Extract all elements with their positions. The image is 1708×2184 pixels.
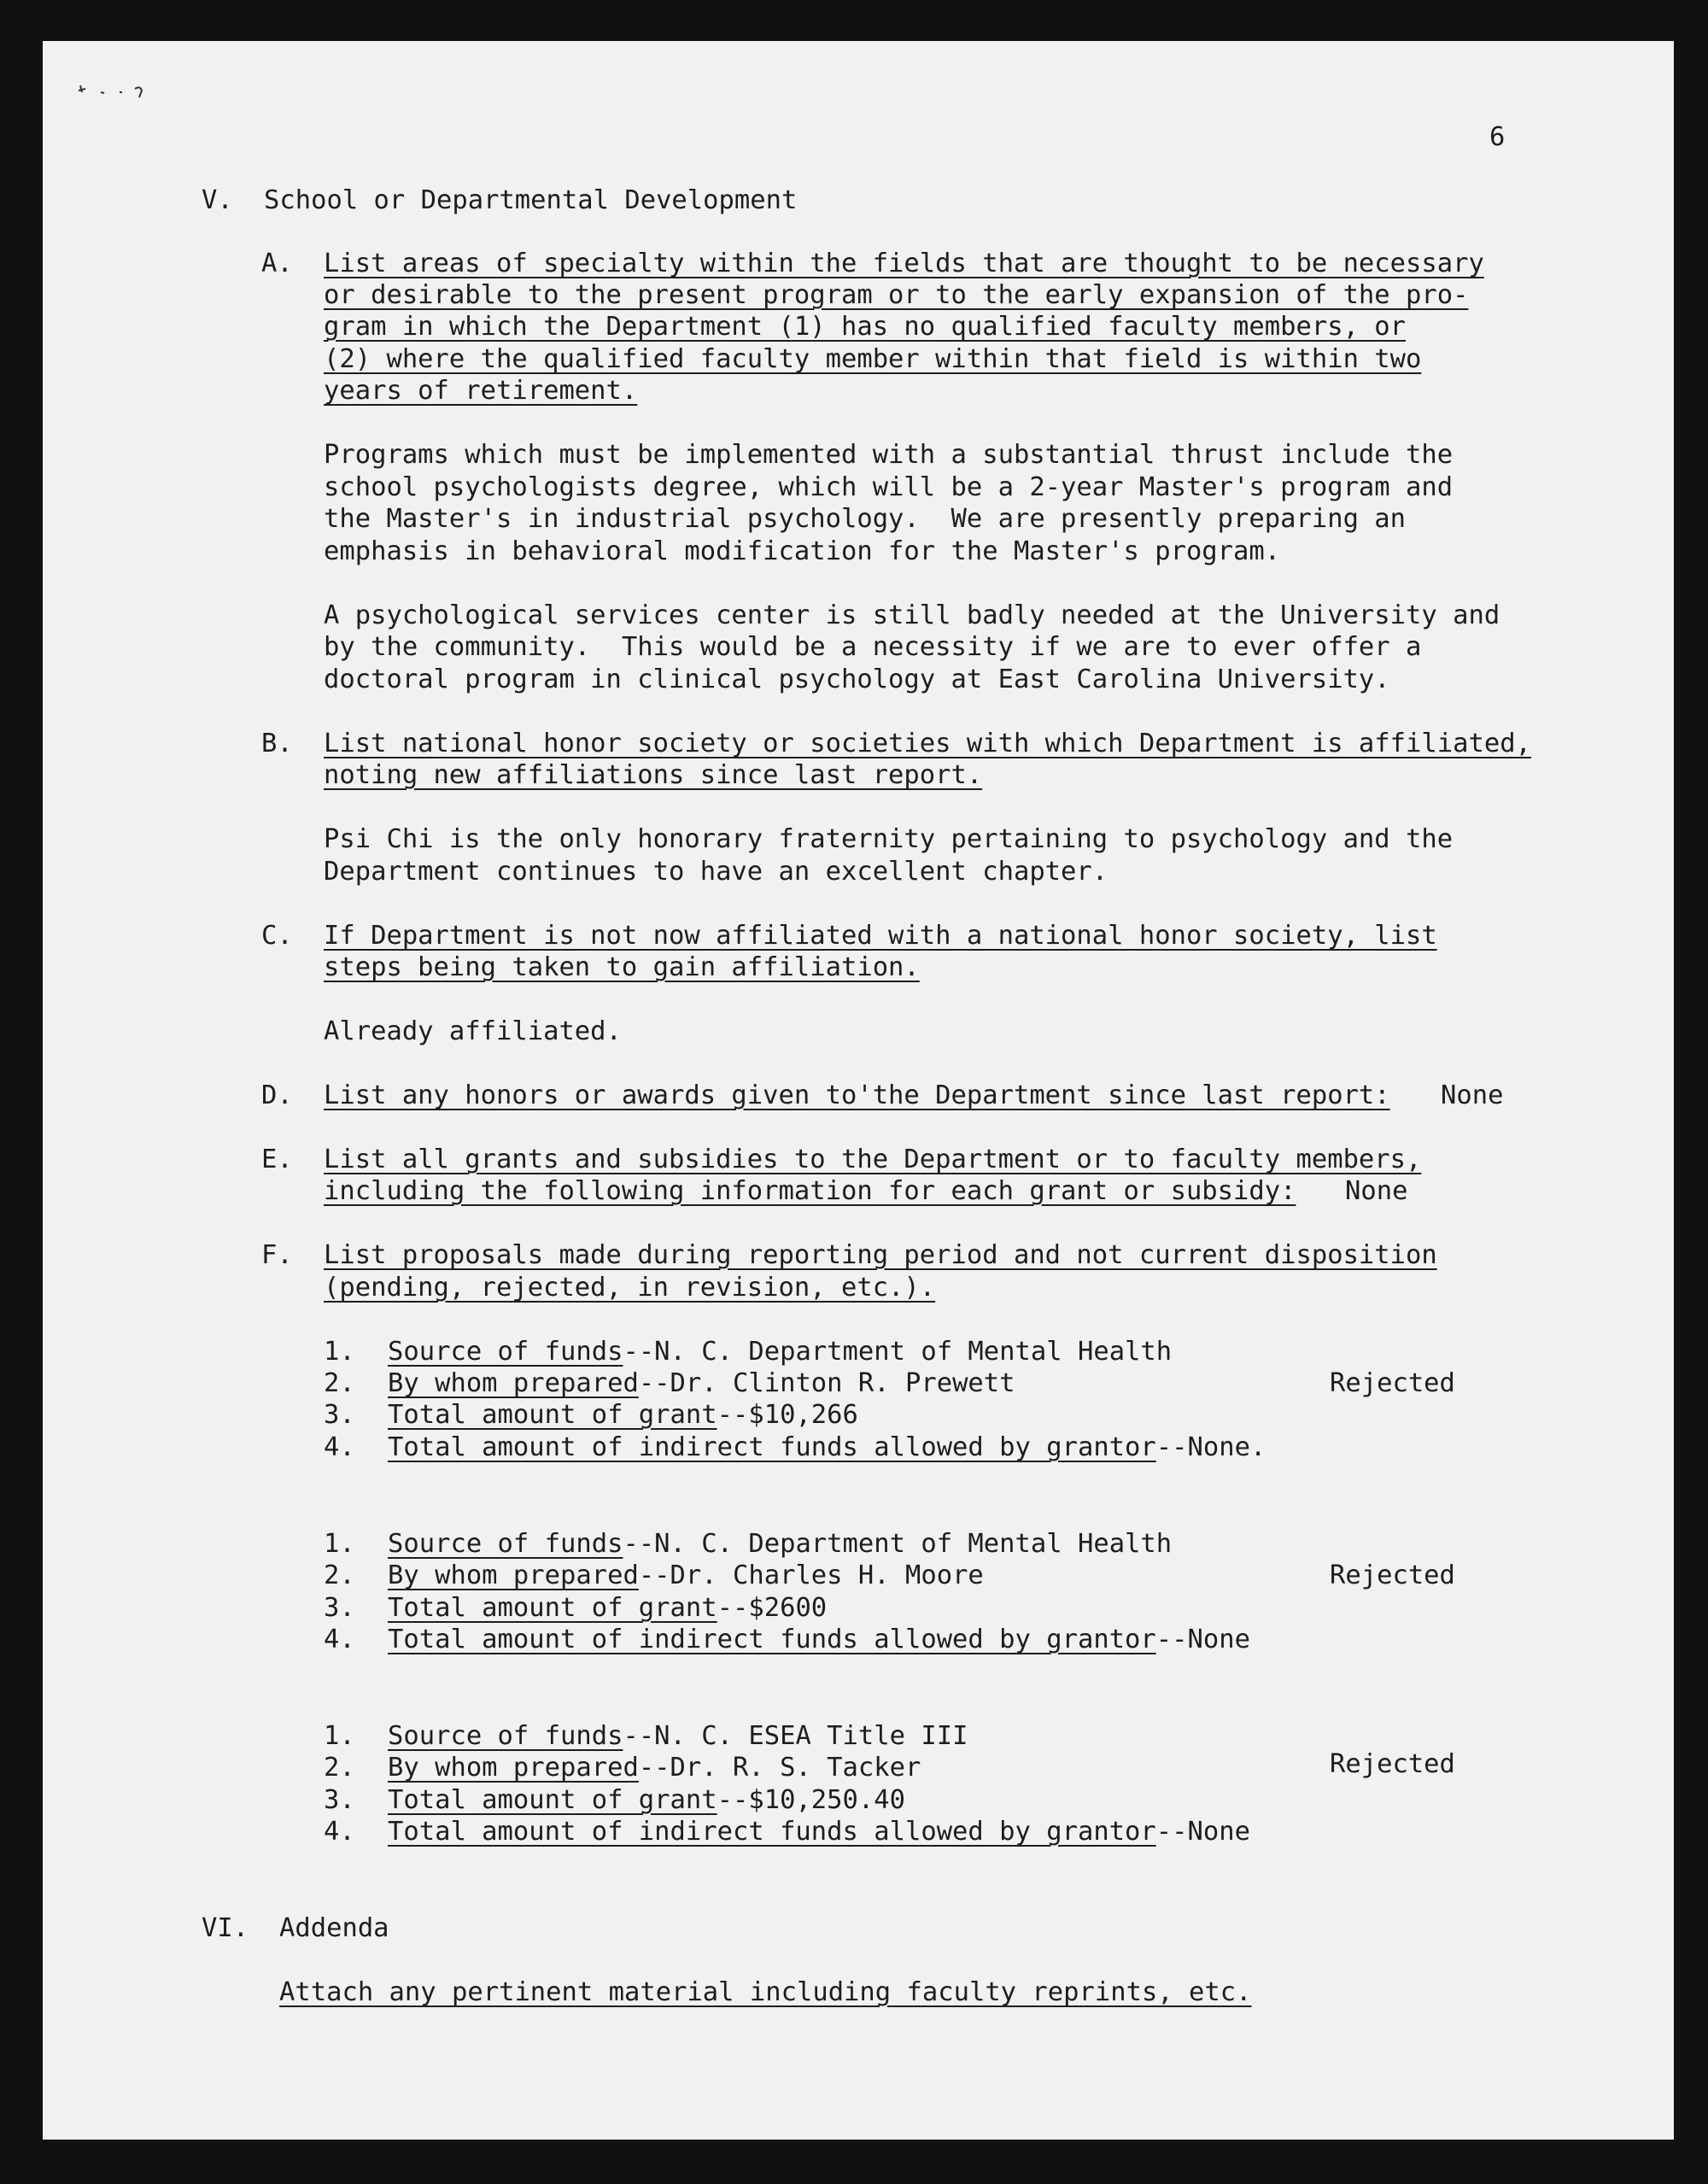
proposal-item-number: 3. — [324, 1400, 355, 1430]
item-f-heading-line: List proposals made during reporting period and not current disposition — [324, 1240, 1437, 1270]
item-a-paragraph1-line: emphasis in behavioral modification for the Master's program. — [324, 536, 1281, 566]
proposal-source-line: Source of funds--N. C. Department of Mental Health — [388, 1337, 1173, 1367]
item-d-heading: List any honors or awards given to'the Department since last report: — [324, 1080, 1390, 1110]
proposal-item-number: 2. — [324, 1753, 355, 1783]
item-a-heading-line: or desirable to the present program or to the early expansion of the pro- — [324, 280, 1469, 310]
item-a-heading-line: List areas of specialty within the fields that are thought to be necessary — [324, 249, 1484, 278]
proposal-item-number: 2. — [324, 1368, 355, 1398]
proposal-total-line: Total amount of grant--$2600 — [388, 1593, 828, 1623]
item-a-paragraph2-line: doctoral program in clinical psychology at East Carolina University. — [324, 665, 1390, 694]
item-e-heading-line: List all grants and subsidies to the Department or to faculty members, — [324, 1145, 1422, 1174]
item-f-heading-line: (pending, rejected, in revision, etc.). — [324, 1273, 936, 1303]
item-a-paragraph1-line: Programs which must be implemented with a substantial thrust include the — [324, 440, 1454, 470]
proposal-preparer-line: By whom prepared--Dr. Charles H. Moore — [388, 1560, 984, 1590]
proposal-source-line: Source of funds--N. C. ESEA Title III — [388, 1721, 968, 1751]
proposal-total-line: Total amount of grant--$10,250.40 — [388, 1785, 905, 1815]
item-b-heading-line: List national honor society or societies with which Department is affiliated, — [324, 729, 1531, 758]
section-vi-title: Addenda — [279, 1913, 389, 1943]
document-page — [43, 41, 1674, 2140]
proposal-preparer-line: By whom prepared--Dr. R. S. Tacker — [388, 1753, 921, 1783]
item-c-letter: C. — [261, 921, 293, 951]
item-b-paragraph-line: Department continues to have an excellent chapter. — [324, 857, 1108, 887]
proposal-item-number: 3. — [324, 1593, 355, 1623]
item-a-paragraph1-line: the Master's in industrial psychology. We are presently preparing an — [324, 504, 1407, 534]
proposal-item-number: 3. — [324, 1785, 355, 1815]
item-a-paragraph1-line: school psychologists degree, which will be a 2-year Master's program and — [324, 472, 1454, 502]
proposal-indirect-line: Total amount of indirect funds allowed by grantor--None. — [388, 1432, 1266, 1462]
proposal-status: Rejected — [1330, 1749, 1455, 1779]
page-number: 6 — [1489, 122, 1506, 152]
proposal-item-number: 1. — [324, 1337, 355, 1367]
proposal-item-number: 2. — [324, 1560, 355, 1590]
proposal-preparer-line: By whom prepared--Dr. Clinton R. Prewett — [388, 1368, 1015, 1398]
item-e-letter: E. — [261, 1145, 293, 1174]
item-d-letter: D. — [261, 1080, 293, 1110]
item-a-paragraph2-line: A psychological services center is still badly needed at the University and — [324, 600, 1500, 630]
proposal-item-number: 4. — [324, 1817, 355, 1847]
item-a-letter: A. — [261, 249, 293, 278]
proposal-source-line: Source of funds--N. C. Department of Mental Health — [388, 1529, 1173, 1559]
proposal-total-line: Total amount of grant--$10,266 — [388, 1400, 858, 1430]
item-a-heading-line: years of retirement. — [324, 376, 638, 406]
item-b-heading-line: noting new affiliations since last report. — [324, 760, 983, 790]
item-b-paragraph-line: Psi Chi is the only honorary fraternity pertaining to psychology and the — [324, 824, 1454, 854]
item-a-paragraph2-line: by the community. This would be a necessity if we are to ever offer a — [324, 632, 1422, 662]
proposal-status: Rejected — [1330, 1368, 1455, 1398]
item-d-answer: None — [1441, 1080, 1504, 1110]
proposal-indirect-line: Total amount of indirect funds allowed by grantor--None — [388, 1817, 1250, 1847]
item-f-letter: F. — [261, 1240, 293, 1270]
proposal-item-number: 1. — [324, 1529, 355, 1559]
item-e-answer: None — [1345, 1176, 1408, 1206]
item-b-letter: B. — [261, 729, 293, 758]
section-v-title: School or Departmental Development — [264, 185, 798, 215]
item-c-heading-line: steps being taken to gain affiliation. — [324, 952, 920, 982]
section-v-numeral: V. — [202, 185, 233, 215]
proposal-item-number: 4. — [324, 1432, 355, 1462]
proposal-item-number: 4. — [324, 1625, 355, 1654]
item-e-heading-line: including the following information for each grant or subsidy: — [324, 1176, 1296, 1206]
item-c-answer: Already affiliated. — [324, 1016, 622, 1046]
stray-pen-marks — [75, 73, 178, 116]
item-c-heading-line: If Department is not now affiliated with a national honor society, list — [324, 921, 1437, 951]
item-a-heading-line: (2) where the qualified faculty member within that field is within two — [324, 344, 1422, 374]
proposal-item-number: 1. — [324, 1721, 355, 1751]
proposal-indirect-line: Total amount of indirect funds allowed by grantor--None — [388, 1625, 1250, 1654]
section-vi-numeral: VI. — [202, 1913, 249, 1943]
item-a-heading-line: gram in which the Department (1) has no qualified faculty members, or — [324, 312, 1407, 342]
proposal-status: Rejected — [1330, 1560, 1455, 1590]
section-vi-instruction: Attach any pertinent material including faculty reprints, etc. — [279, 1977, 1252, 2007]
